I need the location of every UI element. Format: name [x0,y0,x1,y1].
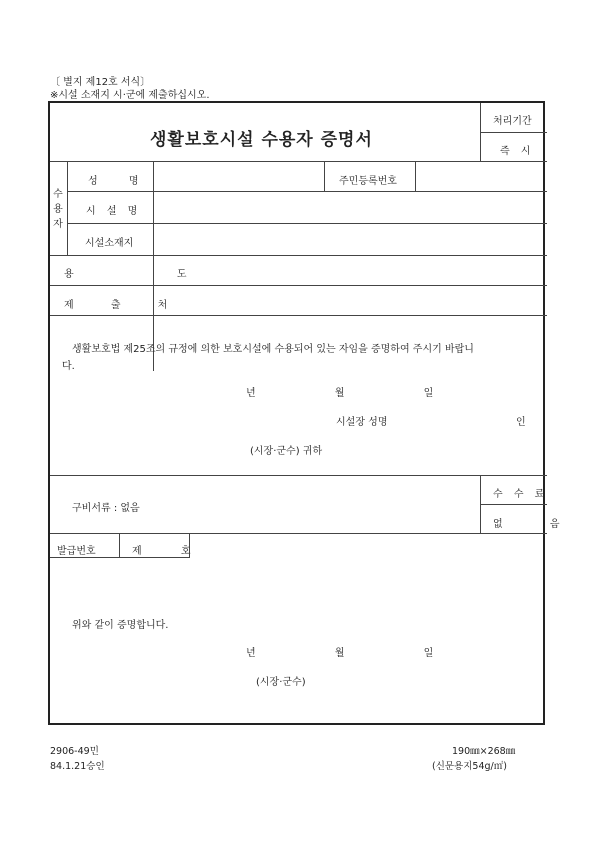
processing-period-label: 처리기간 [493,116,532,127]
approval-date: 84.1.21승인 [50,761,105,772]
director-label: 시설장 성명 [336,417,388,428]
request-date-label: 년 월 일 [246,388,472,399]
certificate-form [48,101,582,725]
purpose-field[interactable] [154,258,546,282]
occupant-group-label: 수용자 [53,189,63,230]
submit-to-label: 제 출 처 [64,300,185,311]
paper-size: 190㎜×268㎜ [452,746,516,757]
facility-name-label: 시 설 명 [86,206,142,217]
fee-label: 수 수 료 [493,489,549,500]
processing-period-value: 즉 시 [500,146,535,157]
name-label: 성 명 [88,176,153,187]
submit-to-field[interactable] [154,288,546,312]
paper-type: (신문용지54g/㎡) [432,761,507,772]
addressee-label: (시장·군수) 귀하 [250,446,323,457]
issuer-label: (시장·군수) [256,677,306,688]
seal-label: 인 [516,417,526,428]
purpose-label: 용 도 [64,269,237,280]
form-title: 생활보호시설 수용자 증명서 [150,130,373,150]
name-field[interactable] [154,164,324,188]
certify-date-label: 년 월 일 [246,648,472,659]
facility-name-field[interactable] [154,194,546,218]
facility-address-field[interactable] [154,226,546,250]
form-number: 〔 별지 제12호 서식〕 [50,77,151,88]
request-text-line1: 생활보호법 제25조의 규정에 의한 보호시설에 수용되어 있는 자임을 증명하여 주시기 바랍니 [72,344,474,355]
resident-number-label: 주민등록번호 [339,176,397,187]
form-code: 2906-49민 [50,746,99,757]
request-text-line2: 다. [62,361,75,372]
certify-text: 위와 같이 증명합니다. [72,620,169,631]
issue-number-label: 발급번호 [57,546,96,557]
submission-note: ※시설 소재지 시·군에 제출하십시오. [50,90,210,101]
facility-address-label: 시설소재지 [85,238,134,249]
documents-label: 구비서류 : 없음 [72,503,140,514]
resident-number-field[interactable] [416,164,546,188]
issue-number-value: 제 호 [132,546,209,557]
fee-value: 없 음 [493,519,582,530]
